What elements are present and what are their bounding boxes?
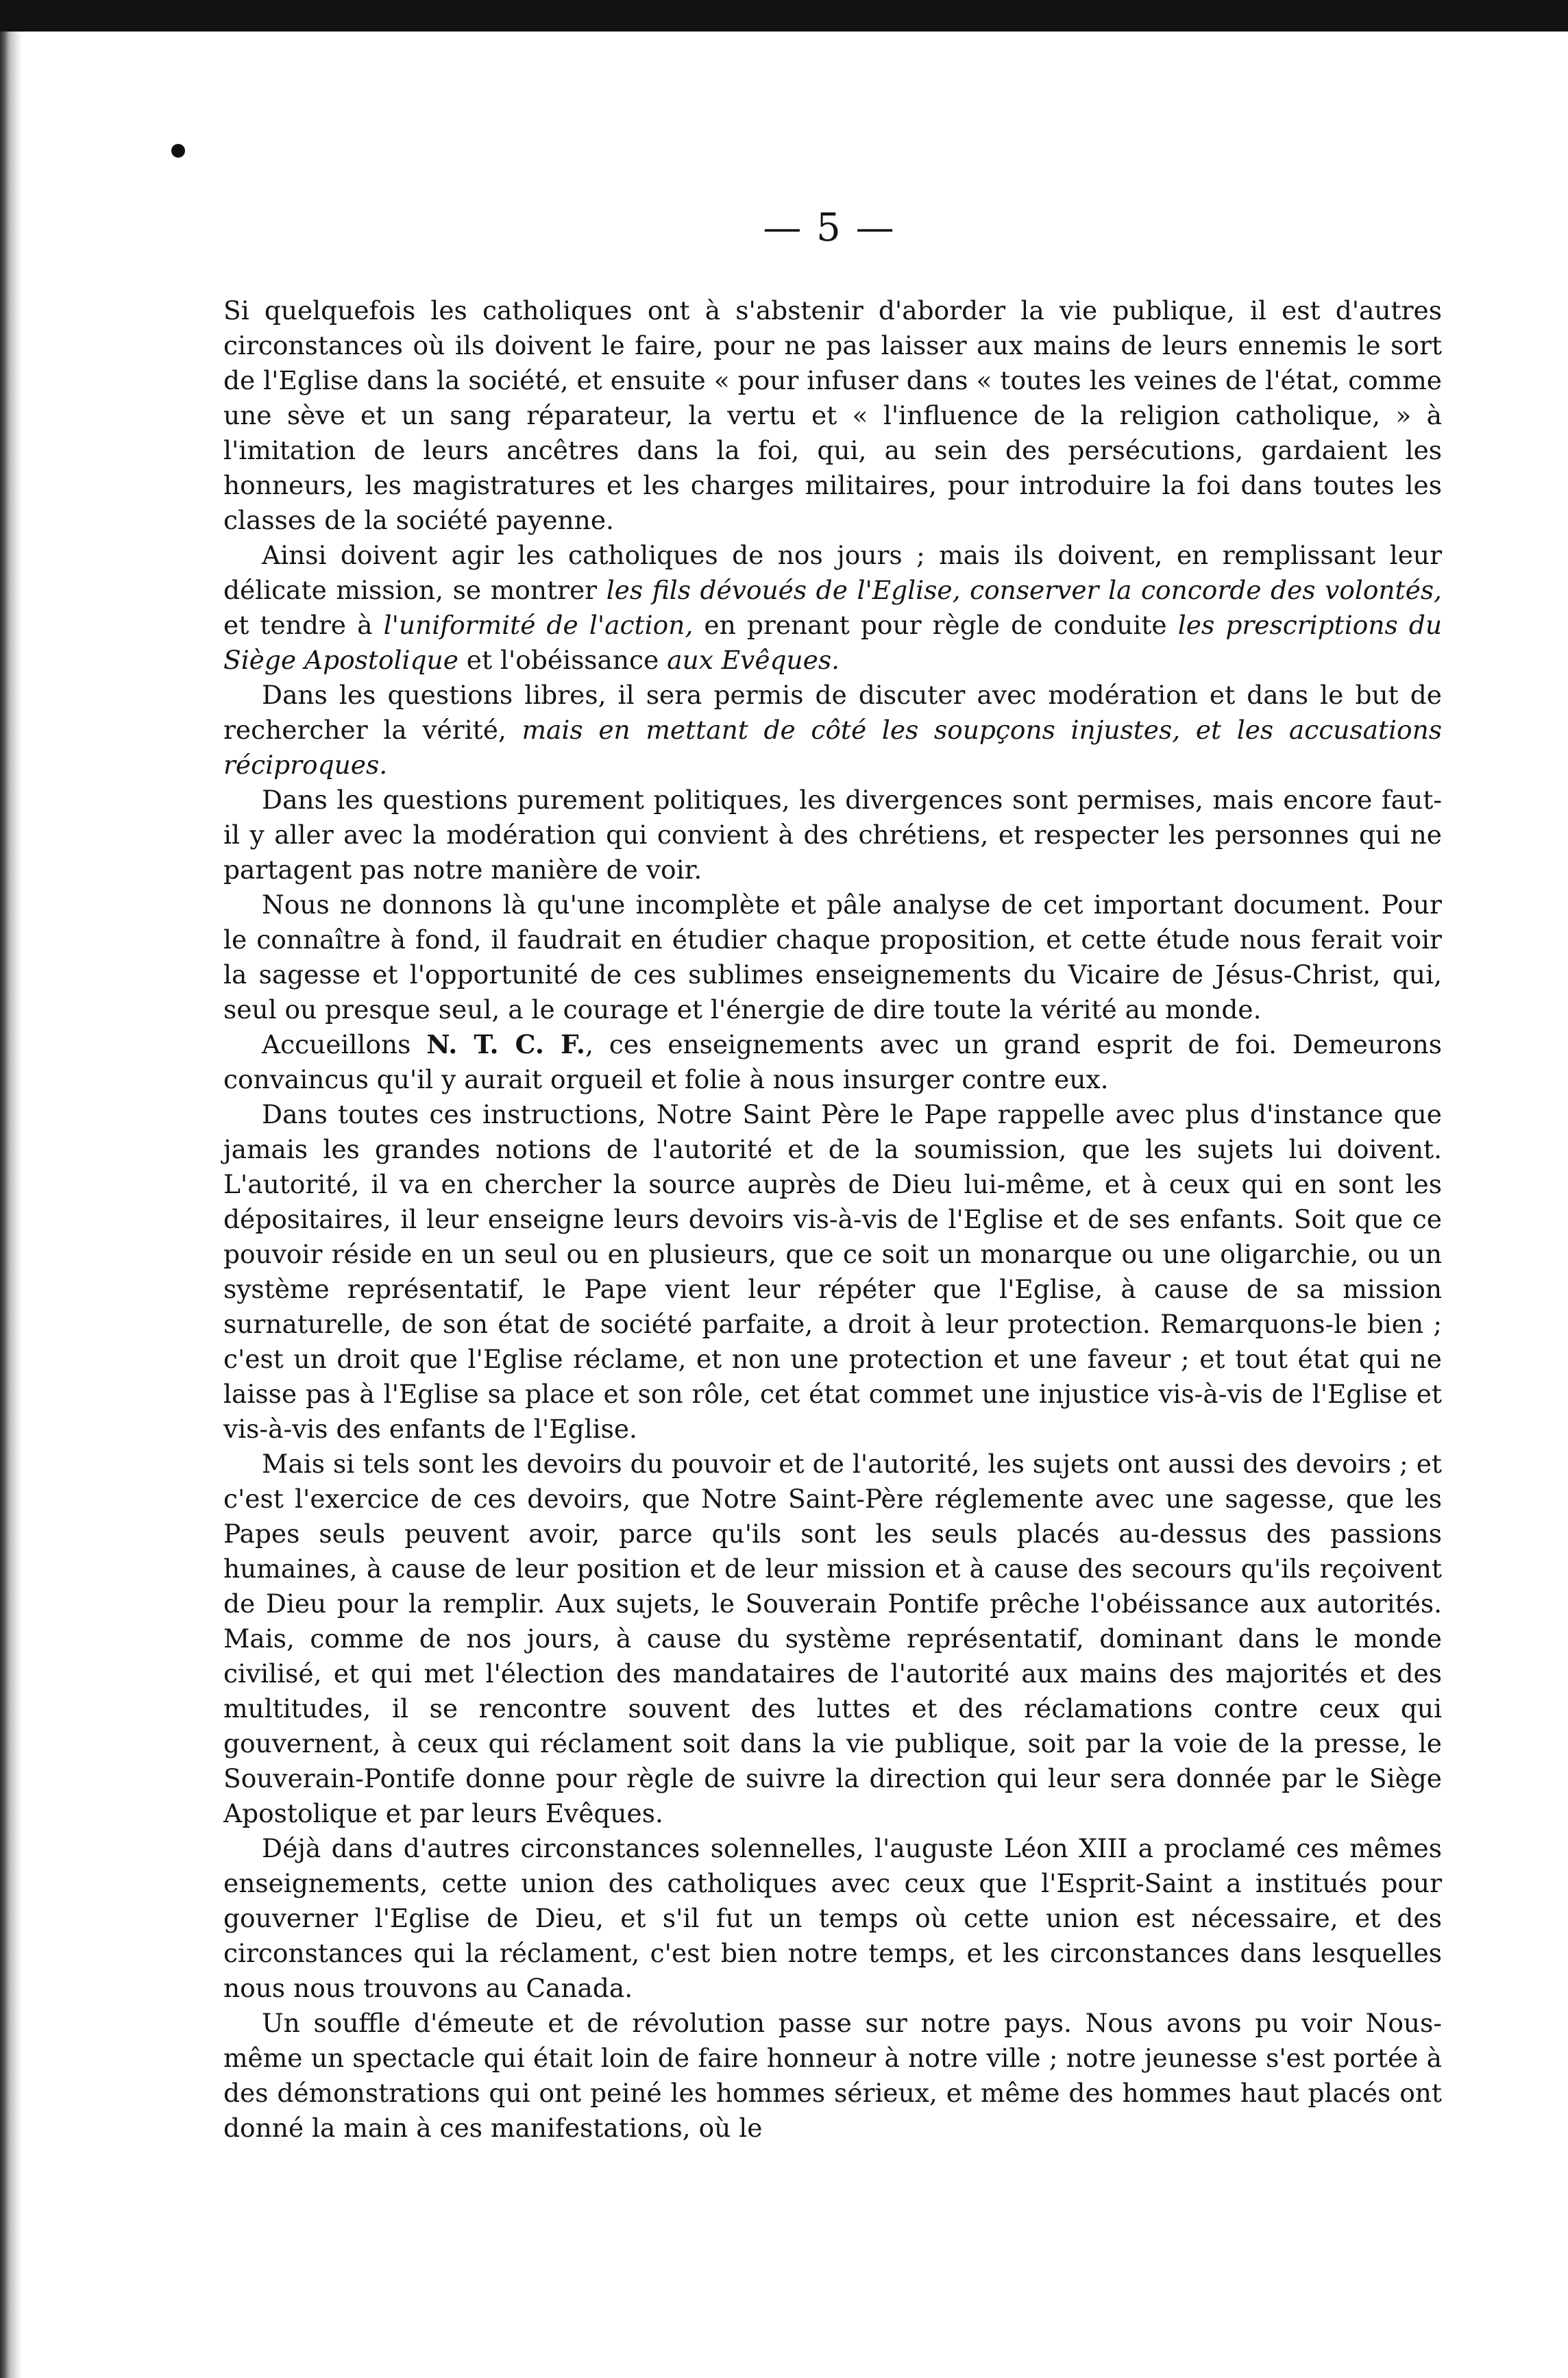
text-run: Accueillons: [262, 1029, 427, 1059]
paragraph: [223, 678, 1442, 783]
text-run: Nous ne donnons là qu'une incomplète et pâle analyse de cet important document. Pour le connaître à fond, il faudrait en étudier chaque proposition, et cette étude nous ferait voir la sagesse et l'opportunité de ces sublimes enseignements du Vicaire de Jésus-Christ, qui, seul ou presque seul, a le courage et l'énergie de dire toute la vérité au monde.: [223, 890, 1442, 1025]
paragraph: [223, 1027, 1442, 1097]
scan-speck: [171, 144, 185, 158]
italic-text: les fils dévoués de l'Eglise, conserver la concorde des volontés,: [606, 575, 1442, 605]
paragraph: [223, 887, 1442, 1027]
italic-text: mais en mettant de côté les soupçons injustes, et les accusations réciproques.: [223, 715, 1442, 780]
text-run: Mais si tels sont les devoirs du pouvoir et de l'autorité, les sujets ont aussi des devoirs ; et c'est l'exercice de ces devoirs, que Notre Saint-Père réglemente avec une sagesse, que les Papes seuls peuvent avoir, parce qu'ils sont les seuls placés au-dessus des passions humaines, à cause de leur position et de leur mission et à cause des secours qu'ils reçoivent de Dieu pour la remplir. Aux sujets, le Souverain Pontife prêche l'obéissance aux autorités. Mais, comme de nos jours, à cause du système représentatif, dominant dans le monde civilisé, et qui met l'élection des mandataires de l'autorité aux mains des majorités et des multitudes, il se rencontre souvent des luttes et des réclamations contre ceux qui gouvernent, à ceux qui réclament soit dans la vie publique, soit par la voie de la presse, le Souverain-Pontife donne pour règle de suivre la direction qui leur sera donnée par le Siège Apostolique et par leurs Evêques.: [223, 1449, 1442, 1828]
text-run: et tendre à: [223, 610, 384, 640]
paragraph: [223, 538, 1442, 678]
paragraph: [223, 2006, 1442, 2146]
text-run: Déjà dans d'autres circonstances solennelles, l'auguste Léon XIII a proclamé ces mêmes enseignements, cette union des catholiques avec ceux que l'Esprit-Saint a institués pour gouverner l'Eglise de Dieu, et s'il fut un temps où cette union est nécessaire, et des circonstances qui la réclament, c'est bien notre temps, et les circonstances dans lesquelles nous nous trouvons au Canada.: [223, 1833, 1442, 2003]
text-run: et l'obéissance: [458, 645, 667, 675]
text-run: en prenant pour règle de conduite: [693, 610, 1178, 640]
bold-text: N. T. C. F.: [426, 1029, 585, 1059]
italic-text: aux Evêques.: [667, 645, 840, 675]
scan-top-border: [0, 0, 1568, 32]
paragraph: [223, 783, 1442, 887]
text-run: Dans les questions libres, il sera permis de discuter avec modération et dans le but de rechercher la vérité,: [223, 680, 1442, 745]
text-run: Ainsi doivent agir les catholiques de nos jours ; mais ils doivent, en remplissant leur délicate mission, se montrer: [223, 540, 1442, 605]
paragraph: [223, 1831, 1442, 2006]
paragraph: [223, 1447, 1442, 1831]
paragraph: [223, 293, 1442, 538]
text-run: Dans toutes ces instructions, Notre Saint Père le Pape rappelle avec plus d'instance que jamais les grandes notions de l'autorité et de la soumission, que les sujets lui doivent. L'autorité, il va en chercher la source auprès de Dieu lui-même, et à ceux qui en sont les dépositaires, il leur enseigne leurs devoirs vis-à-vis de l'Eglise et de ses enfants. Soit que ce pouvoir réside en un seul ou en plusieurs, que ce soit un monarque ou une oligarchie, ou un système représentatif, le Pape vient leur répéter que l'Eglise, à cause de sa mission surnaturelle, de son état de société parfaite, a droit à leur protection. Remarquons-le bien ; c'est un droit que l'Eglise réclame, et non une protection et une faveur ; et tout état qui ne laisse pas à l'Eglise sa place et son rôle, cet état commet une injustice vis-à-vis de l'Eglise et vis-à-vis des enfants de l'Eglise.: [223, 1099, 1442, 1444]
text-run: Dans les questions purement politiques, les divergences sont permises, mais encore faut-il y aller avec la modération qui convient à des chrétiens, et respecter les personnes qui ne partagent pas notre manière de voir.: [223, 785, 1442, 885]
italic-text: l'uniformité de l'action,: [383, 610, 694, 640]
document-body: [223, 293, 1442, 2146]
scan-left-edge: [0, 32, 21, 2378]
text-run: Un souffle d'émeute et de révolution passe sur notre pays. Nous avons pu voir Nous-même un spectacle qui était loin de faire honneur à notre ville ; notre jeunesse s'est portée à des démonstrations qui ont peiné les hommes sérieux, et même des hommes haut placés ont donné la main à ces manifestations, où le: [223, 2008, 1442, 2143]
text-run: Si quelquefois les catholiques ont à s'abstenir d'aborder la vie publique, il est d'autres circonstances où ils doivent le faire, pour ne pas laisser aux mains de leurs ennemis le sort de l'Eglise dans la société, et ensuite « pour infuser dans « toutes les veines de l'état, comme une sève et un sang réparateur, la vertu et « l'influence de la religion catholique, » à l'imitation de leurs ancêtres dans la foi, qui, au sein des persécutions, gardaient les honneurs, les magistratures et les charges militaires, pour introduire la foi dans toutes les classes de la société payenne.: [223, 295, 1442, 535]
italic-text: les prescriptions du Siège Apostolique: [223, 610, 1442, 675]
paragraph: [223, 1097, 1442, 1447]
page-number: — 5 —: [763, 206, 896, 250]
text-run: , ces enseignements avec un grand esprit de foi. Demeurons convaincus qu'il y aurait orgueil et folie à nous insurger contre eux.: [223, 1029, 1442, 1094]
